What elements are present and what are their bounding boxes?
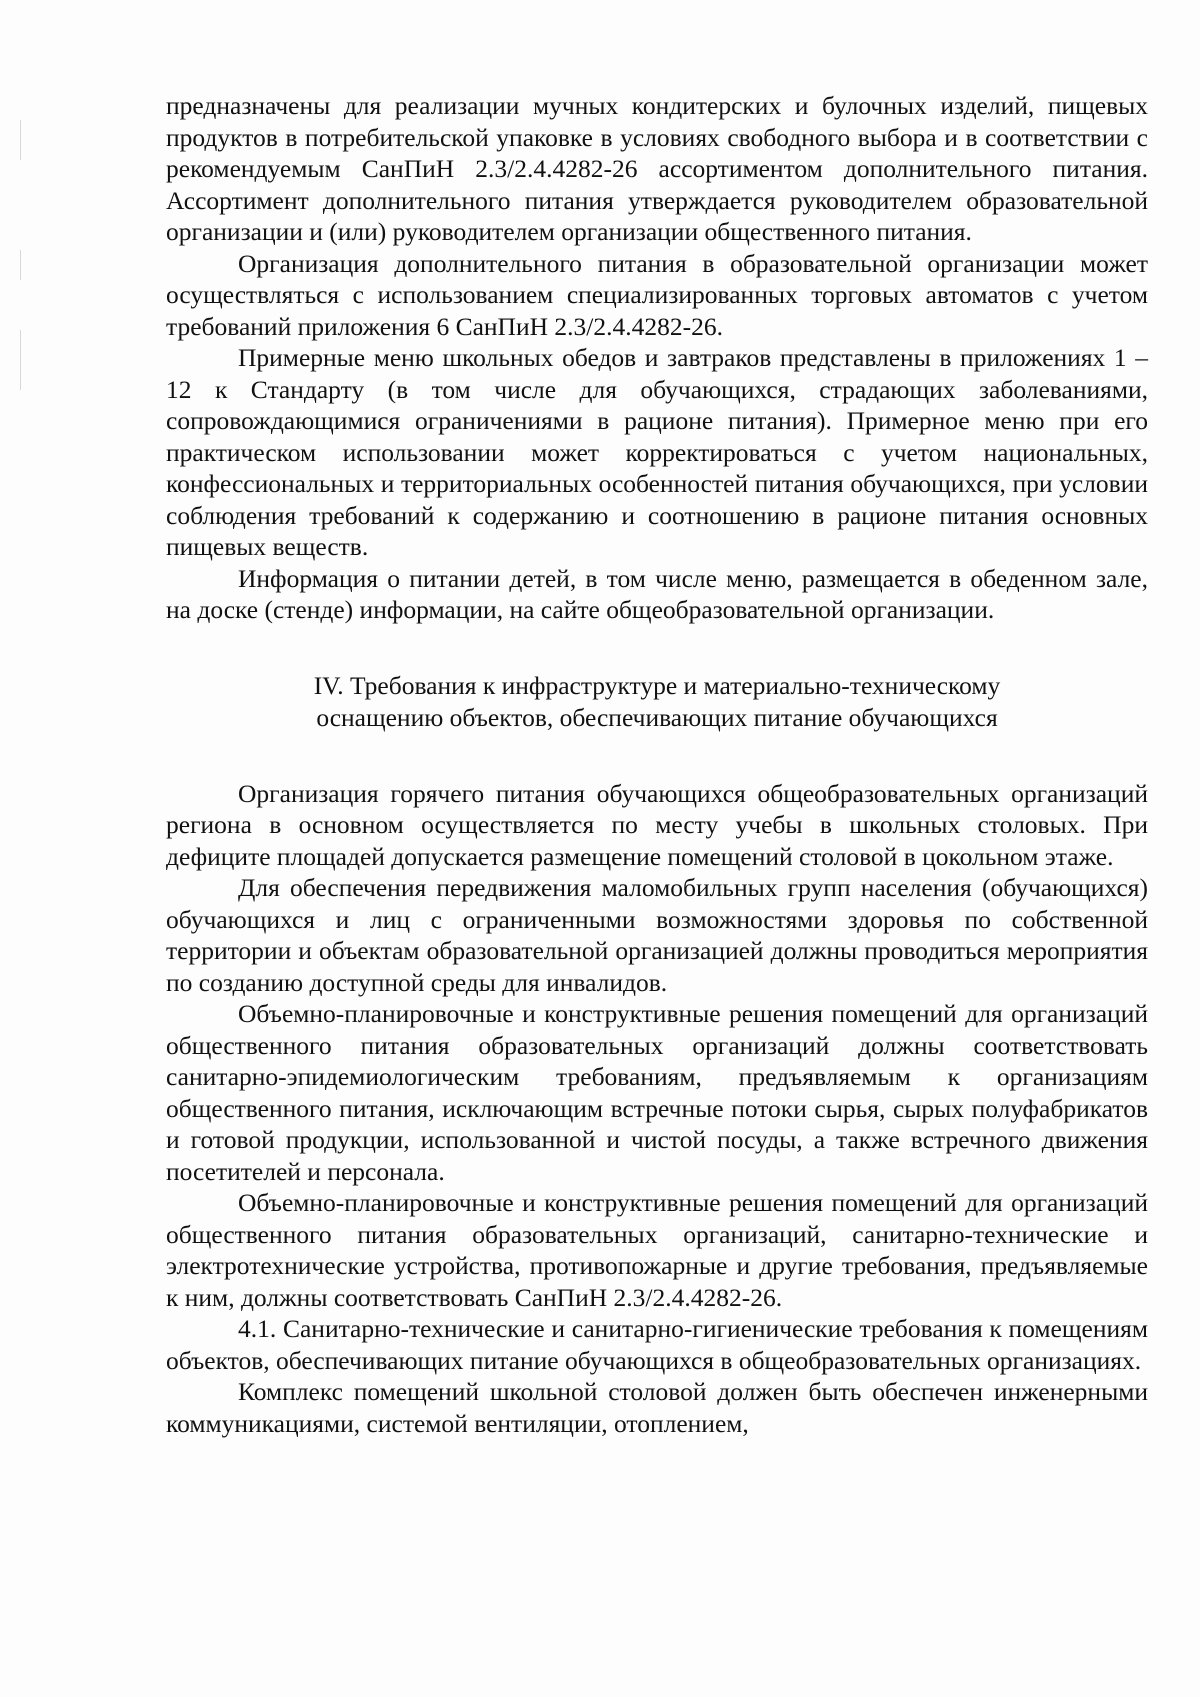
paragraph: Комплекс помещений школьной столовой должен быть обеспечен инженерными коммуникациями, системой вентиляции, отоплением, — [166, 1377, 1148, 1438]
section-heading-line-1: IV. Требования к инфраструктуре и материально-техническому — [313, 670, 1001, 700]
paragraph: Организация дополнительного питания в образовательной организации может осуществляться с использованием специализированных торговых автоматов с учетом требований приложения 6 СанПиН 2.3/2.4.4282-26. — [166, 248, 1148, 341]
paragraph: Объемно-планировочные и конструктивные решения помещений для организаций общественного питания образовательных организаций, санитарно-технические и электротехнические устройства, противопожарные и другие требования, предъявляемые к ним, должны соответствовать СанПиН 2.3/2.4.4282-26. — [166, 1188, 1148, 1312]
section-heading-line-2: оснащению объектов, обеспечивающих питание обучающихся — [316, 702, 998, 732]
scan-artifact — [20, 250, 21, 280]
paragraph: Информация о питании детей, в том числе меню, размещается в обеденном зале, на доске (стенде) информации, на сайте общеобразовательной организации. — [166, 563, 1148, 624]
paragraph-continuation: предназначены для реализации мучных кондитерских и булочных изделий, пищевых продуктов в потребительской упаковке в условиях свободного выбора и в соответствии с рекомендуемым СанПиН 2.3/2.4.4282-26 ассортиментом дополнительного питания. Ассортимент дополнительного питания утверждается руководителем образовательной организации и (или) руководителем организации общественного питания. — [166, 91, 1148, 246]
paragraph: Организация горячего питания обучающихся общеобразовательных организаций региона в основном осуществляется по месту учебы в школьных столовых. При дефиците площадей допускается размещение помещений столовой в цокольном этаже. — [166, 778, 1148, 871]
scan-artifact — [20, 120, 21, 160]
scan-artifact — [20, 330, 21, 390]
subsection-paragraph: 4.1. Санитарно-технические и санитарно-гигиенические требования к помещениям объектов, обеспечивающих питание обучающихся в общеобразовательных организациях. — [166, 1314, 1148, 1375]
section-heading — [166, 670, 1148, 734]
paragraph: Примерные меню школьных обедов и завтраков представлены в приложениях 1 – 12 к Стандарту (в том числе для обучающихся, страдающих заболеваниями, сопровождающимися ограничениями в рационе питания). Примерное меню при его практическом использовании может корректироваться с учетом национальных, конфессиональных и территориальных особенностей питания обучающихся, при условии соблюдения требований к содержанию и соотношению в рационе питания основных пищевых веществ. — [166, 343, 1148, 561]
paragraph: Объемно-планировочные и конструктивные решения помещений для организаций общественного питания образовательных организаций должны соответствовать санитарно-эпидемиологическим требованиям, предъявляемым к организациям общественного питания, исключающим встречные потоки сырья, сырых полуфабрикатов и готовой продукции, использованной и чистой посуды, а также встречного движения посетителей и персонала. — [166, 999, 1148, 1186]
paragraph: Для обеспечения передвижения маломобильных групп населения (обучающихся) обучающихся и лиц с ограниченными возможностями здоровья по собственной территории и объектам образовательной организацией должны проводиться мероприятия по созданию доступной среды для инвалидов. — [166, 873, 1148, 997]
document-body — [166, 90, 1148, 1439]
